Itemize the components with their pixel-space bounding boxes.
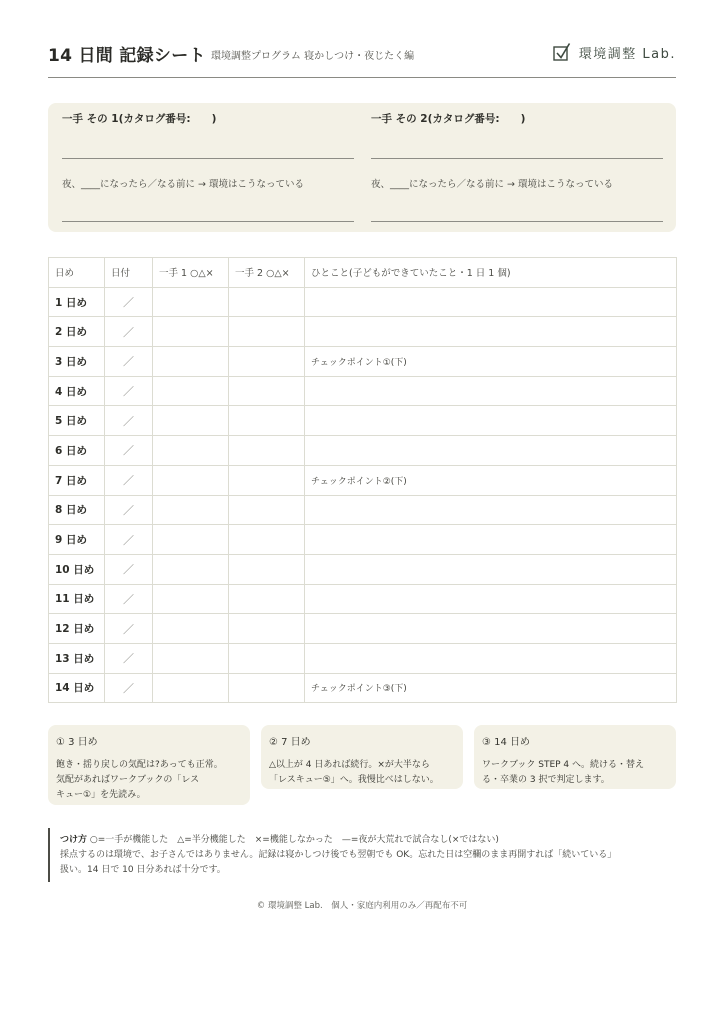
column-header-method-1: 一手 1 ○△× <box>153 258 229 288</box>
note-cell[interactable] <box>305 643 677 673</box>
method-1-cell[interactable] <box>153 614 229 644</box>
method-1-cell[interactable] <box>153 406 229 436</box>
table-row <box>49 436 677 466</box>
method-1-cell[interactable] <box>153 436 229 466</box>
note-cell[interactable] <box>305 406 677 436</box>
method-heading: 一手 その 1(カタログ番号: ) <box>62 113 217 125</box>
checkpoint-line: 「レスキュー⑤」へ。我慢比べはしない。 <box>269 775 439 785</box>
checkpoint-body <box>56 758 242 803</box>
date-cell[interactable]: ／ <box>105 495 153 525</box>
method-2 <box>371 103 663 232</box>
table-row <box>49 584 677 614</box>
method-2-cell[interactable] <box>229 643 305 673</box>
date-cell[interactable]: ／ <box>105 436 153 466</box>
column-header-method-2: 一手 2 ○△× <box>229 258 305 288</box>
legend-line <box>60 833 676 848</box>
day-cell: 10 日め <box>49 554 105 584</box>
checkpoint-title: ① 3 日め <box>56 737 98 748</box>
date-cell[interactable]: ／ <box>105 643 153 673</box>
method-heading: 一手 その 2(カタログ番号: ) <box>371 113 526 125</box>
record-table <box>48 257 677 703</box>
method-prompt: 夜、____になったら／なる前に → 環境はこうなっている <box>371 179 614 190</box>
method-2-cell[interactable] <box>229 554 305 584</box>
note-cell[interactable] <box>305 436 677 466</box>
method-2-cell[interactable] <box>229 465 305 495</box>
checkbox-check-icon <box>553 42 571 62</box>
method-1-cell[interactable] <box>153 673 229 703</box>
checkpoint-line: る・卒業の 3 択で判定します。 <box>482 775 610 785</box>
page-subtitle: 環境調整プログラム 寝かしつけ・夜じたく編 <box>211 51 415 62</box>
table-row <box>49 287 677 317</box>
write-line[interactable] <box>62 158 354 159</box>
checkpoint-line: △以上が 4 日あれば続行。×が大半なら <box>269 760 430 770</box>
table-row <box>49 643 677 673</box>
table-row <box>49 347 677 377</box>
checkpoint-title: ③ 14 日め <box>482 737 531 748</box>
note-cell[interactable] <box>305 614 677 644</box>
checkpoint-body <box>269 758 455 788</box>
checkpoint-title: ② 7 日め <box>269 737 311 748</box>
note-cell[interactable] <box>305 287 677 317</box>
table-row <box>49 525 677 555</box>
date-cell[interactable]: ／ <box>105 287 153 317</box>
date-cell[interactable]: ／ <box>105 584 153 614</box>
day-cell: 6 日め <box>49 436 105 466</box>
table-header-row <box>49 258 677 288</box>
table-row <box>49 376 677 406</box>
note-cell[interactable] <box>305 495 677 525</box>
method-2-cell[interactable] <box>229 436 305 466</box>
method-1-cell[interactable] <box>153 465 229 495</box>
method-1-cell[interactable] <box>153 376 229 406</box>
method-2-cell[interactable] <box>229 525 305 555</box>
note-cell[interactable]: チェックポイント①(下) <box>305 347 677 377</box>
table-row <box>49 495 677 525</box>
brand-logo <box>553 42 676 62</box>
note-cell[interactable]: チェックポイント②(下) <box>305 465 677 495</box>
method-1-cell[interactable] <box>153 317 229 347</box>
date-cell[interactable]: ／ <box>105 376 153 406</box>
note-cell[interactable] <box>305 317 677 347</box>
legend-label: つけ方 <box>60 835 88 845</box>
checkpoint-body <box>482 758 668 788</box>
method-1-cell[interactable] <box>153 643 229 673</box>
date-cell[interactable]: ／ <box>105 614 153 644</box>
day-cell: 13 日め <box>49 643 105 673</box>
day-cell: 5 日め <box>49 406 105 436</box>
method-prompt: 夜、____になったら／なる前に → 環境はこうなっている <box>62 179 305 190</box>
method-1-cell[interactable] <box>153 554 229 584</box>
write-line[interactable] <box>62 221 354 222</box>
note-cell[interactable] <box>305 584 677 614</box>
table-row <box>49 614 677 644</box>
method-2-cell[interactable] <box>229 317 305 347</box>
table-row <box>49 406 677 436</box>
checkpoint-1 <box>48 725 250 805</box>
copyright-footer: © 環境調整 Lab. 個人・家庭内利用のみ／再配布不可 <box>256 901 468 911</box>
table-row <box>49 317 677 347</box>
checkpoint-line: 飽き・揺り戻しの気配は?あっても正常。 <box>56 760 223 770</box>
legend-line: 採点するのは環境で、お子さんではありません。記録は寝かしつけ後でも翌朝でも OK。忘れた日は空欄のまま再開すれば「続いている」 <box>60 850 617 860</box>
checkpoint-3 <box>474 725 676 789</box>
note-cell[interactable] <box>305 525 677 555</box>
day-cell: 1 日め <box>49 287 105 317</box>
page-header <box>48 38 676 78</box>
date-cell[interactable]: ／ <box>105 347 153 377</box>
method-2-cell[interactable] <box>229 287 305 317</box>
day-cell: 12 日め <box>49 614 105 644</box>
note-cell[interactable]: チェックポイント③(下) <box>305 673 677 703</box>
date-cell[interactable]: ／ <box>105 525 153 555</box>
method-2-cell[interactable] <box>229 376 305 406</box>
method-1-cell[interactable] <box>153 584 229 614</box>
page-title: 14 日間 記録シート <box>48 46 206 66</box>
column-header-day: 日め <box>49 258 105 288</box>
method-1-cell[interactable] <box>153 525 229 555</box>
note-cell[interactable] <box>305 376 677 406</box>
day-cell: 3 日め <box>49 347 105 377</box>
legend-symbols: ○=一手が機能した △=半分機能した ×=機能しなかった —=夜が大荒れで試合なし(×ではない) <box>89 835 499 845</box>
table-row <box>49 673 677 703</box>
day-cell: 9 日め <box>49 525 105 555</box>
day-cell: 2 日め <box>49 317 105 347</box>
method-2-cell[interactable] <box>229 347 305 377</box>
method-1-cell[interactable] <box>153 347 229 377</box>
checkpoint-line: キュー①」を先読み。 <box>56 790 146 800</box>
write-line[interactable] <box>371 158 663 159</box>
checkpoint-2 <box>261 725 463 789</box>
day-cell: 4 日め <box>49 376 105 406</box>
method-1-cell[interactable] <box>153 287 229 317</box>
date-cell[interactable]: ／ <box>105 673 153 703</box>
method-2-cell[interactable] <box>229 614 305 644</box>
date-cell[interactable]: ／ <box>105 317 153 347</box>
table-row <box>49 465 677 495</box>
method-1 <box>62 103 354 232</box>
method-2-cell[interactable] <box>229 673 305 703</box>
column-header-date: 日付 <box>105 258 153 288</box>
checkpoint-line: ワークブック STEP 4 へ。続ける・替え <box>482 760 645 770</box>
table-row <box>49 554 677 584</box>
note-cell[interactable] <box>305 554 677 584</box>
method-1-cell[interactable] <box>153 495 229 525</box>
legend-line: 扱い。14 日で 10 日分あれば十分です。 <box>60 865 226 875</box>
day-cell: 11 日め <box>49 584 105 614</box>
checkpoint-line: 気配があればワークブックの「レス <box>56 775 200 785</box>
method-2-cell[interactable] <box>229 584 305 614</box>
day-cell: 7 日め <box>49 465 105 495</box>
brand-name: 環境調整 Lab. <box>578 46 676 62</box>
day-cell: 14 日め <box>49 673 105 703</box>
day-cell: 8 日め <box>49 495 105 525</box>
method-2-cell[interactable] <box>229 495 305 525</box>
write-line[interactable] <box>371 221 663 222</box>
column-header-note: ひとこと(子どもができていたこと・1 日 1 個) <box>305 258 677 288</box>
date-cell[interactable]: ／ <box>105 406 153 436</box>
methods-panel <box>48 103 676 232</box>
usage-legend <box>48 828 676 882</box>
date-cell[interactable]: ／ <box>105 554 153 584</box>
method-2-cell[interactable] <box>229 406 305 436</box>
table-body <box>49 287 677 703</box>
date-cell[interactable]: ／ <box>105 465 153 495</box>
